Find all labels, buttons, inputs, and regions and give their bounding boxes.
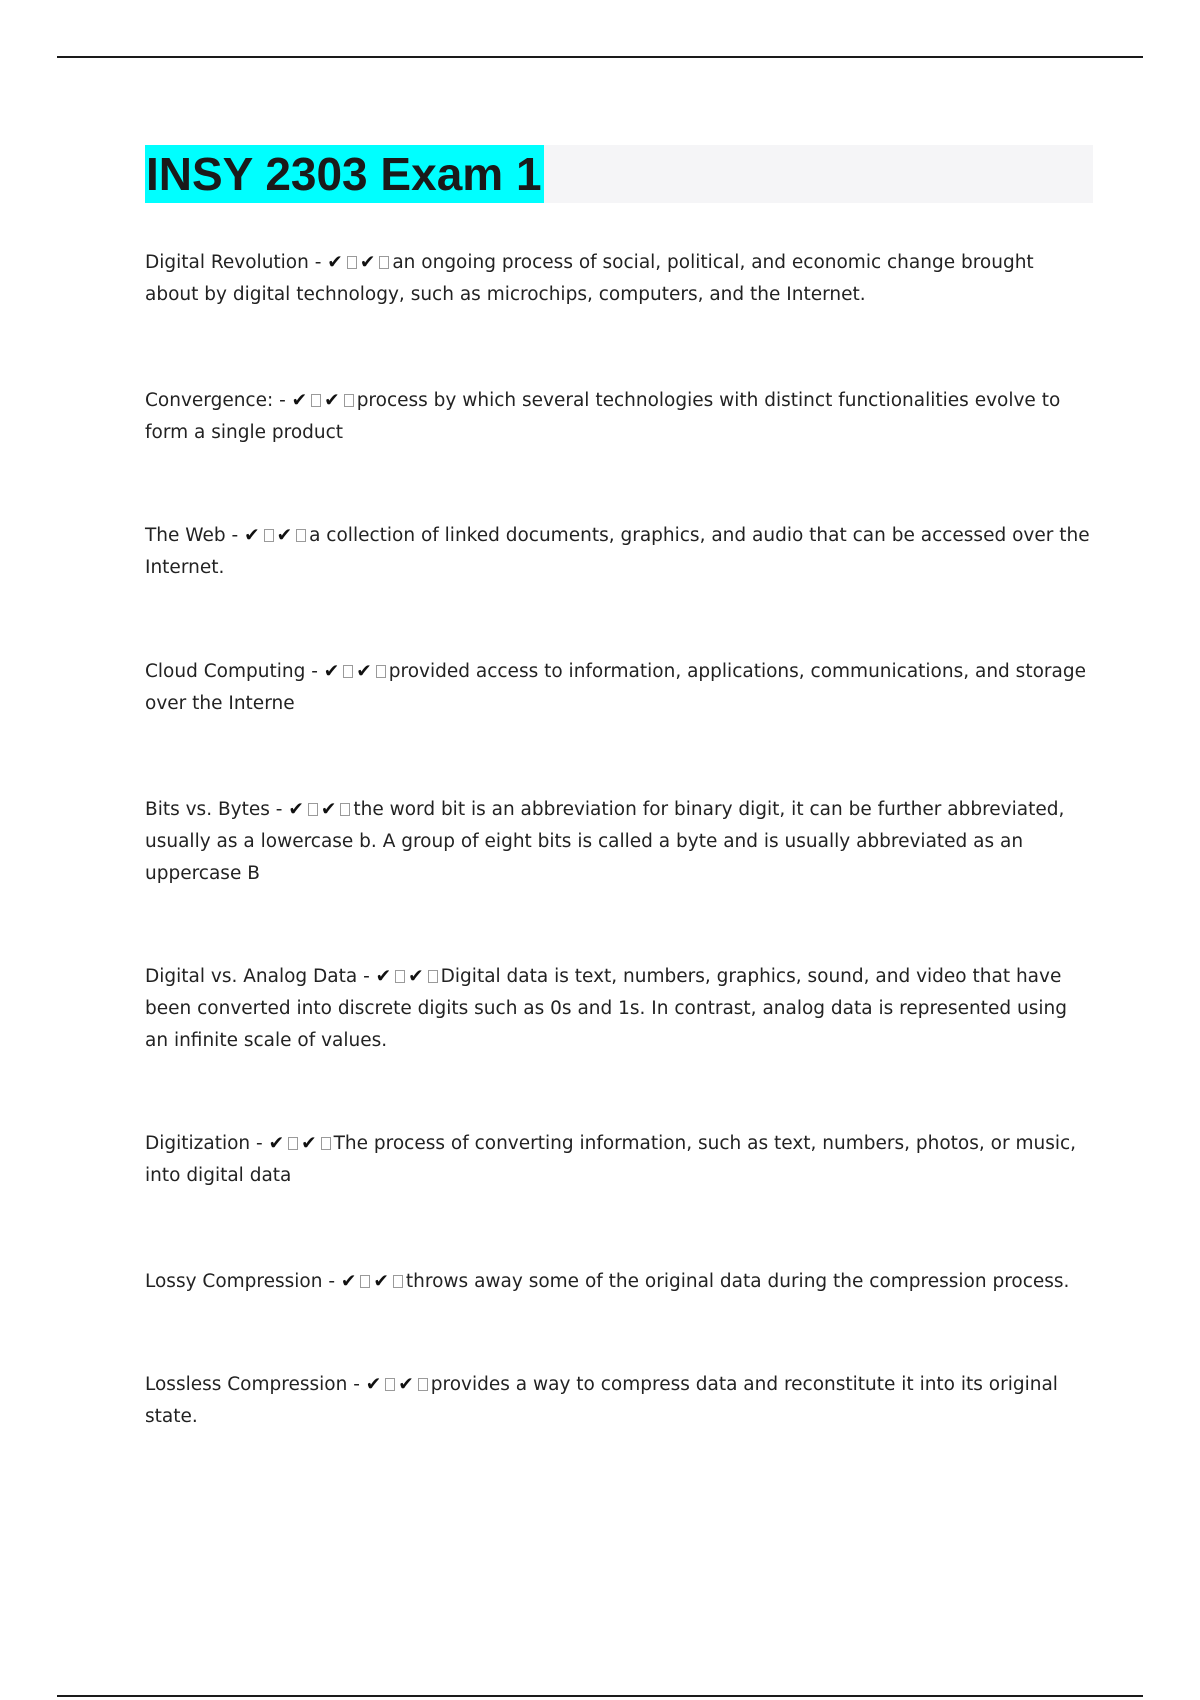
check-mark-icon: ✔: [356, 661, 372, 682]
placeholder-box-icon: [347, 256, 357, 269]
definition: a collection of linked documents, graphics, and audio that can be accessed over the Internet.: [145, 525, 1090, 578]
flashcard-entry: [145, 794, 1090, 890]
term: Digital Revolution: [145, 252, 309, 273]
placeholder-box-icon: [393, 1275, 403, 1288]
separator: -: [269, 799, 289, 820]
check-mark-icon: ✔: [268, 1133, 285, 1154]
term: The Web: [145, 525, 226, 546]
definition: The process of converting information, such as text, numbers, photos, or music, into digital data: [145, 1133, 1077, 1186]
check-mark-icon: ✔: [373, 1271, 389, 1292]
term: Cloud Computing: [145, 661, 306, 682]
definition: an ongoing process of social, political, and economic change brought about by digital technology, such as microchips, computers, and the Internet.: [145, 252, 1034, 305]
term: Bits vs. Bytes: [145, 799, 270, 820]
separator: -: [273, 390, 292, 411]
flashcard-entry: [145, 1266, 1090, 1298]
placeholder-box-icon: [288, 1137, 298, 1150]
separator: -: [308, 252, 328, 273]
header-rule: [57, 56, 1143, 58]
placeholder-box-icon: [321, 1137, 331, 1150]
term: Digital vs. Analog Data: [145, 966, 358, 987]
check-mark-icon: ✔: [301, 1133, 317, 1154]
definition: Digital data is text, numbers, graphics, sound, and video that have been converted into discrete digits such as 0s and 1s. In contrast, analog data is represented using an infinite scale of values.: [145, 966, 1068, 1051]
check-mark-icon: ✔: [408, 966, 424, 987]
check-mark-icon: ✔: [365, 1374, 382, 1395]
flashcard-entry: [145, 247, 1090, 311]
placeholder-box-icon: [428, 970, 438, 983]
definition: the word bit is an abbreviation for binary digit, it can be further abbreviated, usually as a lowercase b. A group of eight bits is called a byte and is usually abbreviated as an uppercase B: [145, 799, 1065, 884]
definition: provides a way to compress data and reconstitute it into its original state.: [145, 1374, 1058, 1427]
flashcard-entry: [145, 520, 1090, 584]
placeholder-box-icon: [344, 394, 354, 407]
flashcard-entry: [145, 385, 1090, 449]
check-mark-icon: ✔: [324, 390, 340, 411]
term: Lossy Compression: [145, 1271, 323, 1292]
check-mark-icon: ✔: [340, 1271, 357, 1292]
check-mark-icon: ✔: [320, 799, 337, 820]
definition: process by which several technologies with distinct functionalities evolve to form a single product: [145, 390, 1061, 443]
flashcard-entry: [145, 961, 1090, 1057]
footer-rule: [57, 1695, 1143, 1697]
separator: -: [225, 525, 245, 546]
check-mark-icon: ✔: [288, 799, 304, 820]
check-mark-icon: ✔: [327, 252, 343, 273]
term: Convergence:: [145, 390, 274, 411]
document-title: INSY 2303 Exam 1: [145, 145, 544, 203]
placeholder-box-icon: [379, 256, 389, 269]
placeholder-box-icon: [360, 1275, 370, 1288]
flashcard-entry: [145, 1128, 1090, 1192]
placeholder-box-icon: [343, 665, 353, 678]
check-mark-icon: ✔: [359, 252, 376, 273]
check-mark-icon: ✔: [323, 661, 340, 682]
separator: -: [305, 661, 324, 682]
flashcard-entry: [145, 1369, 1090, 1433]
placeholder-box-icon: [311, 394, 321, 407]
placeholder-box-icon: [340, 803, 350, 816]
check-mark-icon: ✔: [244, 525, 260, 546]
separator: -: [250, 1133, 269, 1154]
placeholder-box-icon: [395, 970, 405, 983]
placeholder-box-icon: [376, 665, 386, 678]
separator: -: [357, 966, 376, 987]
flashcard-entry: [145, 656, 1090, 720]
check-mark-icon: ✔: [375, 966, 392, 987]
check-mark-icon: ✔: [398, 1374, 414, 1395]
placeholder-box-icon: [264, 529, 274, 542]
term: Lossless Compression: [145, 1374, 348, 1395]
separator: -: [322, 1271, 341, 1292]
separator: -: [347, 1374, 366, 1395]
definition: throws away some of the original data during the compression process.: [405, 1271, 1070, 1292]
check-mark-icon: ✔: [276, 525, 293, 546]
placeholder-box-icon: [418, 1378, 428, 1391]
term: Digitization: [145, 1133, 251, 1154]
placeholder-box-icon: [385, 1378, 395, 1391]
placeholder-box-icon: [296, 529, 306, 542]
placeholder-box-icon: [308, 803, 318, 816]
definition: provided access to information, applications, communications, and storage over the Interne: [145, 661, 1086, 714]
check-mark-icon: ✔: [291, 390, 308, 411]
